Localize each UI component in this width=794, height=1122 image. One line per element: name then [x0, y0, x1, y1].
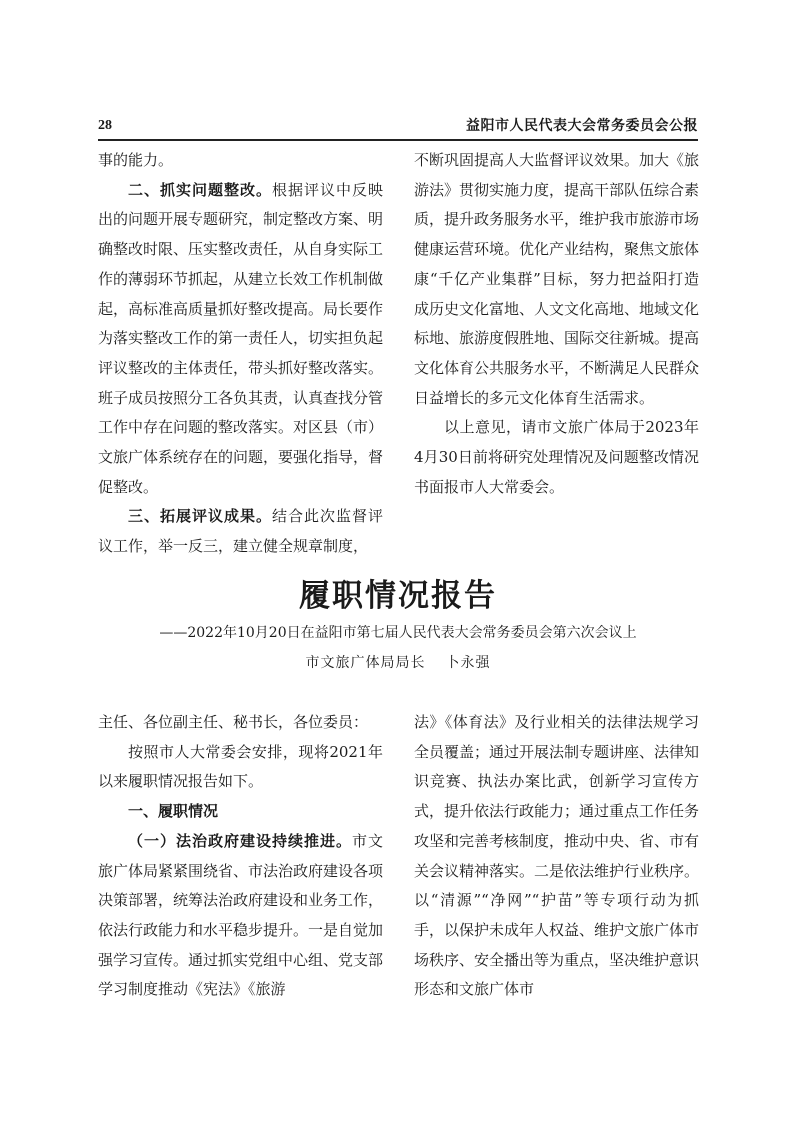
- paragraph: [98, 708, 383, 738]
- paragraph-text: 不断巩固提高人大监督评议效果。加大《旅游法》贯彻实施力度，提高干部队伍综合素质，提升政务服务水平，维护我市旅游市场健康运营环境。优化产业结构，聚焦文旅体康“千亿产业集群”目标，努力把益阳打造成历史文化富地、人文文化高地、地域文化标地、旅游度假胜地、国际交往新城。提高文化体育公共服务水平，不断满足人民群众日益增长的多元文化体育生活需求。: [414, 151, 700, 407]
- paragraph-text: 以上意见，请市文旅广体局于2023年4月30日前将研究处理情况及问题整改情况书面报市人大常委会。: [414, 418, 699, 496]
- bottom-right-column: [414, 708, 699, 1005]
- author-name: 卜永强: [445, 655, 491, 671]
- paragraph-text: 市文旅广体局紧紧围绕省、市法治政府建设各项决策部署，统筹法治政府建设和业务工作，依法行政能力和水平稳步提升。一是自觉加强学习宣传。通过抓实党组中心组、党支部学习制度推动《宪法》《旅游: [98, 831, 384, 999]
- report-author: [98, 652, 698, 674]
- section-heading: 一、履职情况: [128, 802, 219, 821]
- paragraph: [98, 797, 383, 827]
- paragraph-text: 事的能力。: [98, 151, 174, 169]
- journal-title: 益阳市人民代表大会常务委员会公报: [466, 118, 698, 134]
- top-right-column: [414, 146, 699, 502]
- bottom-left-column: [98, 708, 383, 1005]
- author-role: 市文旅广体局局长: [305, 655, 426, 671]
- header-rule: [98, 139, 698, 141]
- section-heading: 二、抓实问题整改。: [128, 180, 272, 199]
- top-left-column: [98, 146, 383, 562]
- paragraph-text: 主任、各位副主任、秘书长，各位委员：: [98, 713, 369, 731]
- paragraph-text: 法》《体育法》及行业相关的法律法规学习全员覆盖；通过开展法制专题讲座、法律知识竞赛、执法办案比武，创新学习宣传方式，提升依法行政能力；通过重点工作任务攻坚和完善考核制度，推动中央、省、市有关会议精神落实。二是依法维护行业秩序。以“清源”“净网”“护苗”等专项行动为抓手，以保护未成年人权益、维护文旅广体市场秩序、安全播出等为重点，坚决维护意识形态和文旅广体市: [414, 713, 700, 999]
- report-title: 履职情况报告: [299, 578, 497, 614]
- section-heading: （一）法治政府建设持续推进。: [128, 831, 352, 850]
- paragraph: [98, 738, 383, 797]
- page-number: 28: [98, 118, 112, 133]
- paragraph: [98, 176, 383, 503]
- paragraph: [414, 708, 699, 1005]
- paragraph-text: 根据评议中反映出的问题开展专题研究，制定整改方案、明确整改时限、压实整改责任，从自身实际工作的薄弱环节抓起，从建立长效工作机制做起，高标准高质量抓好整改提高。局长要作为落实整改工作的第一责任人，切实担负起评议整改的主体责任，带头抓好整改落实。班子成员按照分工各负其责，认真查找分管工作中存在问题的整改落实。对区县（市）文旅广体系统存在的问题，要强化指导，督促整改。: [98, 180, 384, 496]
- paragraph-text: 结合此次监督评议工作，举一反三，建立健全规章制度，: [98, 507, 383, 556]
- running-header: [98, 116, 698, 138]
- paragraph: [98, 146, 383, 176]
- paragraph: [414, 413, 699, 502]
- paragraph: [98, 502, 383, 561]
- paragraph-text: 按照市人大常委会安排，现将2021年以来履职情况报告如下。: [98, 742, 383, 791]
- paragraph: [98, 827, 383, 1005]
- section-heading: 三、拓展评议成果。: [128, 507, 272, 526]
- report-subtitle: ——2022年10月20日在益阳市第七届人民代表大会常务委员会第六次会议上: [159, 625, 637, 641]
- paragraph: [414, 146, 699, 413]
